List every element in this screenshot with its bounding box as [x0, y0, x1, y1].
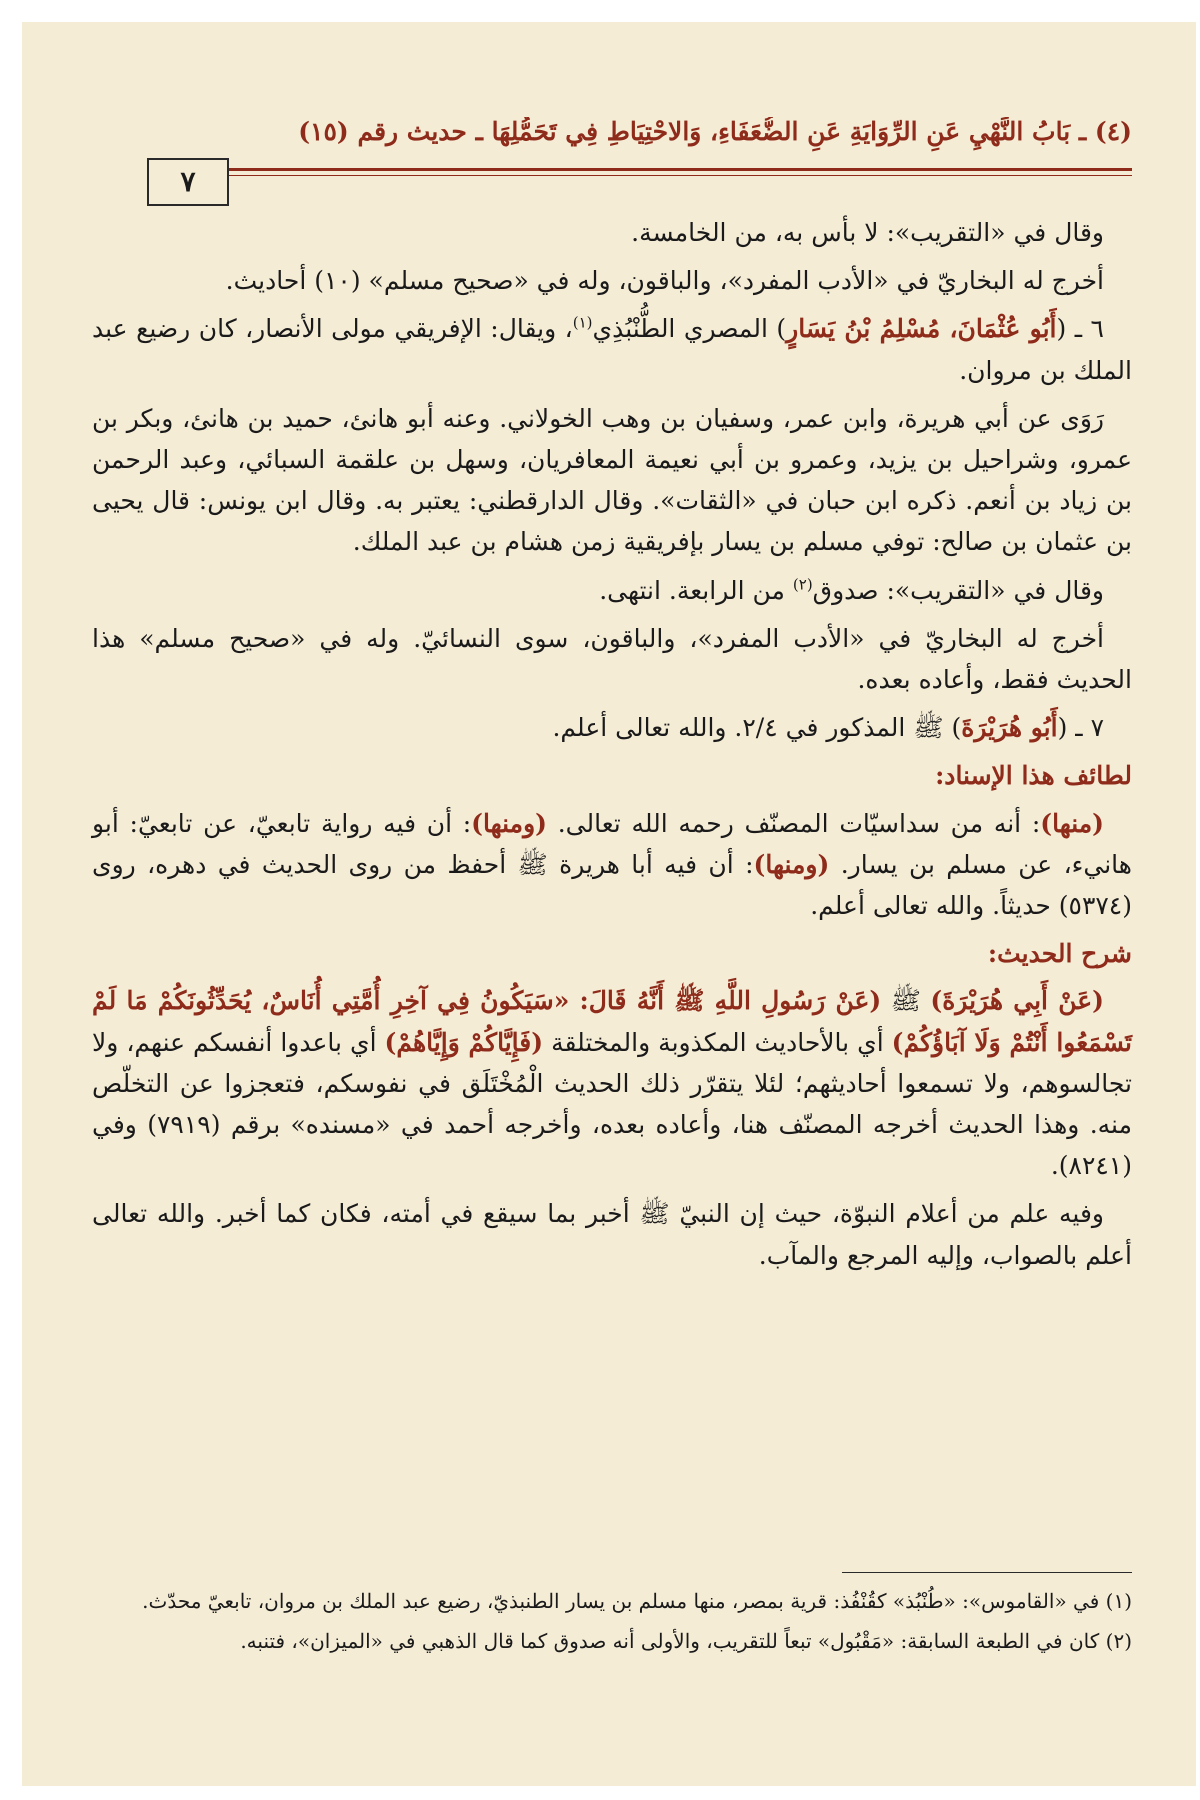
- sharh-text-3: أي باعدوا أنفسكم عنهم، ولا تجالسوهم، ولا تسمعوا أحاديثهم؛ لئلا يتقرّر ذلك الحديث الْمُخْتَلَق في نفوسكم، فتعجزوا عن التخلّص منه. وهذا الحديث أخرجه المصنّف هنا، وأعاده بعده، وأخرجه أحمد في «مسنده» برقم (٧٩١٩) وفي (٨٢٤١).: [92, 1027, 1132, 1181]
- hadith-quote-1: (عَنْ أَبِي هُرَيْرَةَ): [930, 986, 1104, 1016]
- isnad-text-1: : أنه من سداسيّات المصنّف رحمه الله تعالى.: [546, 808, 1041, 838]
- paragraph-taqrib-1: وقال في «التقريب»: لا بأس به، من الخامسة.: [631, 218, 1104, 247]
- section-heading-sharh: شرح الحديث:: [987, 939, 1132, 969]
- section-heading-isnad: لطائف هذا الإسناد:: [935, 761, 1132, 791]
- footnote-ref-1: (١): [572, 314, 593, 333]
- isnad-text-3: : أن فيه أبا هريرة ﷺ أحفظ من روى الحديث في دهره، روى (٥٣٧٤) حديثاً. والله تعالى أعلم.: [92, 849, 1132, 921]
- paragraph-narrator-7: [92, 707, 1132, 748]
- narrator-name: أَبُو عُثْمَانَ، مُسْلِمُ بْنُ يَسَارٍ: [786, 314, 1057, 344]
- marker-wa-minha: (ومنها): [471, 808, 547, 838]
- narrator-name: أَبُو هُرَيْرَةَ: [961, 713, 1058, 743]
- sharh-text-2: أي بالأحاديث المكذوبة والمختلقة: [543, 1027, 892, 1057]
- paragraph-sharh: [92, 980, 1132, 1186]
- paragraph-takhrij-1: أخرج له البخاريّ في «الأدب المفرد»، والباقون، وله في «صحيح مسلم» (١٠) أحاديث.: [225, 266, 1104, 296]
- footnotes: [92, 1584, 1132, 1664]
- narrator-number: ٧ ـ (: [1057, 713, 1104, 743]
- hadith-quote-3: (فَإِيَّاكُمْ وَإِيَّاهُمْ): [384, 1027, 544, 1057]
- paragraph-isnad-notes: [92, 803, 1132, 927]
- paragraph-takhrij-2: أخرج له البخاريّ في «الأدب المفرد»، والباقون، سوى النسائيّ. وله في «صحيح مسلم» هذا الحديث فقط، وأعاده بعده.: [92, 623, 1132, 695]
- footnote-ref-2: (٢): [792, 575, 813, 594]
- footnote-2: (٢) كان في الطبعة السابقة: «مَقْبُول» تبعاً للتقريب، والأولى أنه صدوق كما قال الذهبي في «الميزان»، فتنبه.: [240, 1629, 1132, 1653]
- page-number: ٧: [147, 158, 229, 206]
- isnad-text-2: : أن فيه رواية تابعيّ، عن تابعيّ: أبو هانيء، عن مسلم بن يسار.: [92, 808, 1132, 879]
- marker-minha: (منها): [1040, 808, 1104, 838]
- narrator-nisba: ) المصري الطُّنْبُذِي: [592, 314, 787, 344]
- taqrib-text: وقال في «التقريب»: صدوق: [812, 575, 1104, 605]
- running-header: (٤) ـ بَابُ النَّهْيِ عَنِ الرِّوَايَةِ عَنِ الضُّعَفَاءِ، وَالاحْتِيَاطِ فِي تَحَمُّلِهَا ـ حديث رقم (١٥): [298, 117, 1132, 146]
- narrator-description: ، ويقال: الإفريقي مولى الأنصار، كان رضيع عبد الملك بن مروان.: [92, 314, 1132, 385]
- footnote-1: (١) في «القاموس»: «طُنْبُذ» كقُنْفُذ: قرية بمصر، منها مسلم بن يسار الطنبذيّ، رضيع عبد الملك بن مروان، تابعيّ محدّث.: [142, 1589, 1132, 1613]
- hadith-quote-2: (عَنْ رَسُولِ اللَّهِ ﷺ أَنَّهُ قَالَ: «سَيَكُونُ فِي آخِرِ أُمَّتِي أُنَاسٌ، يُحَدِّثُونَكُمْ مَا لَمْ تَسْمَعُوا أَنْتُمْ وَلَا آبَاؤُكُمْ): [92, 986, 1132, 1057]
- taqrib-rest: من الرابعة. انتهى.: [599, 575, 793, 605]
- narrator-description: ) ﷺ المذكور في ٢/٤. والله تعالى أعلم.: [552, 713, 962, 743]
- sharh-text-1: ﷺ: [881, 986, 931, 1016]
- footnote-separator: [842, 1572, 1132, 1573]
- paragraph-conclusion: وفيه علم من أعلام النبوّة، حيث إن النبيّ ﷺ أخبر بما سيقع في أمته، فكان كما أخبر. والله تعالى أعلم بالصواب، وإليه المرجع والمآب.: [92, 1199, 1132, 1270]
- marker-wa-minha: (ومنها): [753, 849, 830, 879]
- main-text: [92, 212, 1132, 1283]
- paragraph-taqrib-2: [92, 570, 1132, 611]
- book-page: [22, 22, 1196, 1786]
- narrator-number: ٦ ـ (: [1056, 314, 1104, 344]
- paragraph-narrator-6: [92, 308, 1132, 390]
- header-rule-thin: [222, 175, 1132, 176]
- header-rule-thick: [222, 168, 1132, 171]
- paragraph-narrations: رَوَى عن أبي هريرة، وابن عمر، وسفيان بن وهب الخولاني. وعنه أبو هانئ، حميد بن هانئ، وبكر بن عمرو، وشراحيل بن يزيد، وعمرو بن أبي نعيمة المعافريان، وسهل بن علقمة السبائي، وعبد الرحمن بن زياد بن أنعم. ذكره ابن حبان في «الثقات». وقال الدارقطني: يعتبر به. وقال ابن يونس: قال يحيى بن عثمان بن صالح: توفي مسلم بن يسار بإفريقية زمن هشام بن عبد الملك.: [92, 403, 1132, 557]
